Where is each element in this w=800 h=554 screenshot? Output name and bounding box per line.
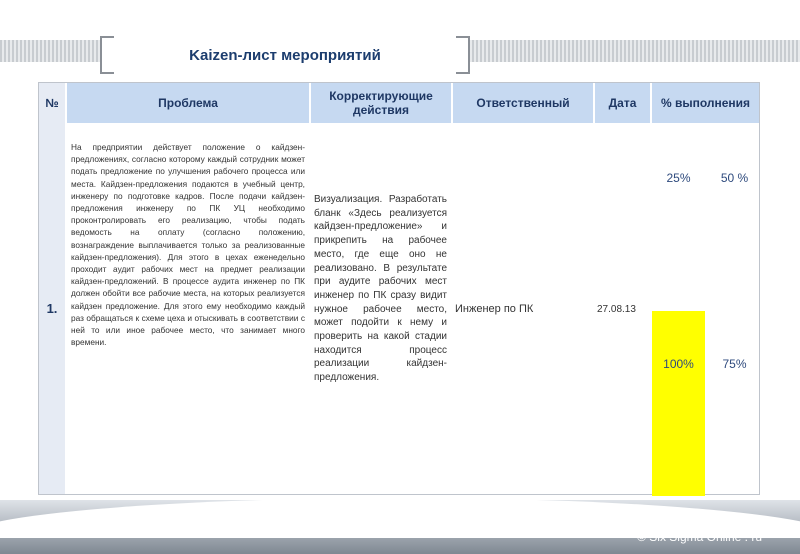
problem-text: На предприятии действует положение о кайдзен-предложениях, согласно которому каждый сотрудник может подать предложение по улучшения рабочего процесса или места. Кайдзен-предложения подаются в учебный центр, инженеру по подготовке кадров. После подачи кайдзен-предложения инженеру по ПК УЦ необходимо проконтролировать его реализацию, чтобы подать ведомость на оплату (согласно положению, вознаграждение выплачивается только за реализованные кайдзен-предложения). Для этого в цехах еженедельно проходит аудит рабочих мест на предмет реализации кайдзен-предложений. В процессе аудита инженер по ПК должен обойти все рабочие места, на которых реализуется кайдзен предложение. Для этого ему необходимо каждый раз обращаться к схеме цеха и отыскивать в соответствии с ней то или иное рабочее место, что занимает много времени. [71,142,305,348]
title-bracket-right [456,36,470,74]
cell-actions [311,123,453,494]
percent-100-highlight: 100% [652,311,705,496]
footer-copyright: © Six Sigma Online . ru [637,530,762,544]
percent-50: 50 % [720,171,749,185]
header-actions: Корректирующие действия [311,83,453,123]
header-responsible: Ответственный [453,83,595,123]
cell-responsible [453,123,595,494]
row-number: 1. [46,301,58,316]
page-title: Kaizen-лист мероприятий [189,46,381,64]
actions-text: Визуализация. Разработать бланк «Здесь реализуется кайдзен-предложение» и прикрепить на рабочее место, где еще оно не реализовано. В результате при аудите рабочих мест инженер по ПК сразу видит нужное рабочее место, может подойти к нему и проверить на какой стадии находится процесс реализации кайдзен-предложения. [314,194,447,384]
date-text: 27.08.13 [597,304,636,315]
cell-num [39,123,67,494]
kaizen-table [38,82,760,495]
responsible-text: Инженер по ПК [455,303,534,315]
title-box [114,36,456,74]
header-date: Дата [595,83,652,123]
cell-percent [652,123,759,494]
title-bracket-left [100,36,114,74]
header-problem: Проблема [67,83,311,123]
header-num: № [39,83,67,123]
percent-grid [652,123,759,494]
percent-75: 75% [722,357,747,371]
cell-problem [67,123,311,494]
header-percent: % выполнения [652,83,759,123]
cell-date [595,123,652,494]
percent-25: 25% [666,171,691,185]
